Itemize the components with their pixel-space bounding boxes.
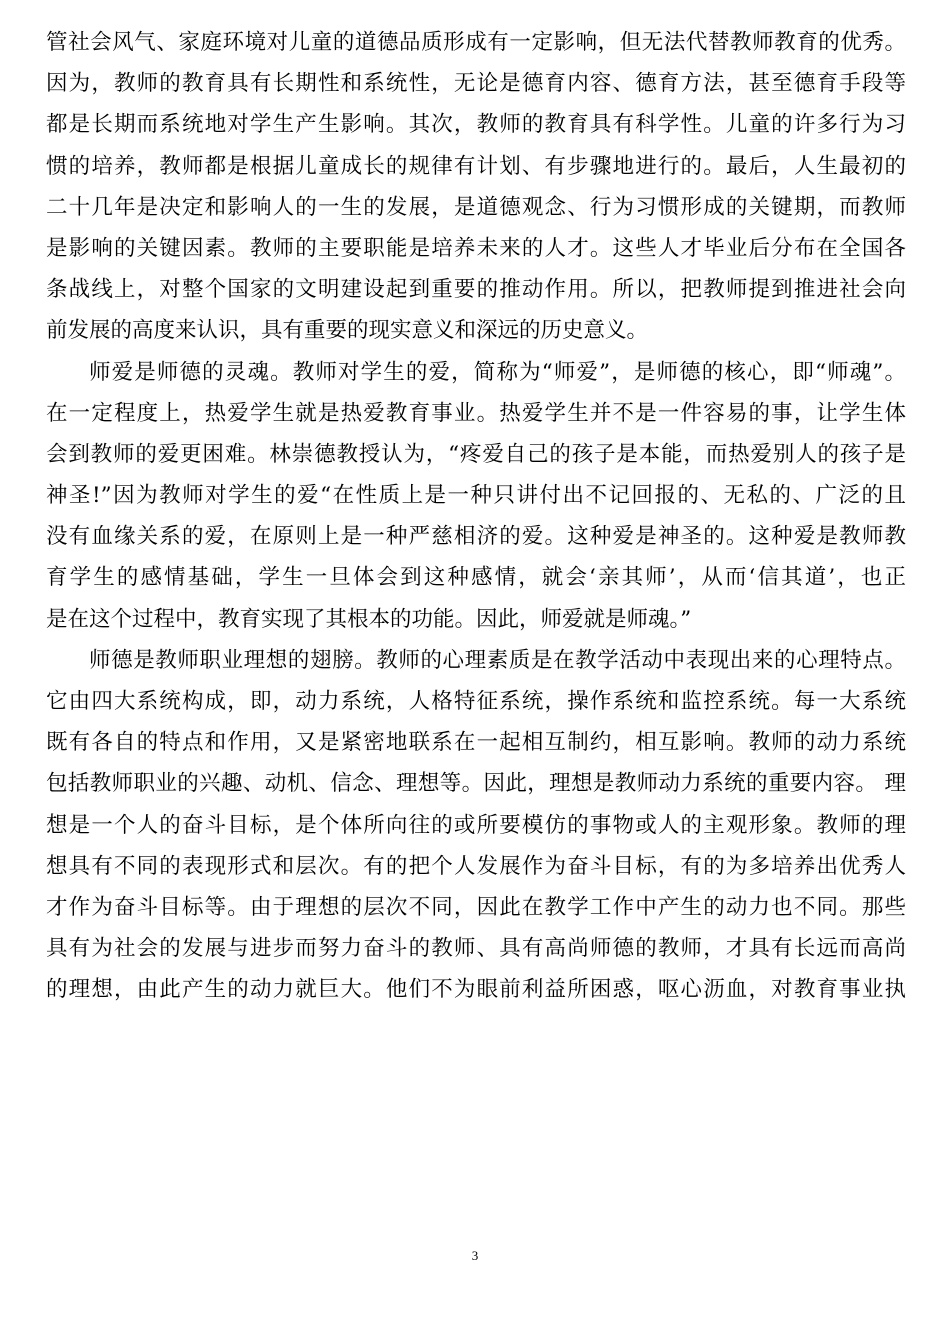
text-line: 因为，教师的教育具有长期性和系统性，无论是德育内容、德育方法，甚至德育手段等 xyxy=(46,71,906,97)
text-line: 是影响的关键因素。教师的主要职能是培养未来的人才。这些人才毕业后分布在全国各 xyxy=(46,235,906,261)
text-line: 条战线上，对整个国家的文明建设起到重要的推动作用。所以，把教师提到推进社会向 xyxy=(46,277,906,303)
body-text xyxy=(46,22,906,1011)
paragraph-start-line: 师德是教师职业理想的翅膀。教师的心理素质是在教学活动中表现出来的心理特点。 xyxy=(89,647,906,673)
text-line: 想具有不同的表现形式和层次。有的把个人发展作为奋斗目标，有的为多培养出优秀人 xyxy=(46,853,906,879)
paragraph-start-line: 师爱是师德的灵魂。教师对学生的爱，简称为“师爱”，是师德的核心，即“师魂”。 xyxy=(89,359,906,385)
text-line: 惯的培养，教师都是根据儿童成长的规律有计划、有步骤地进行的。最后，人生最初的 xyxy=(46,153,906,179)
text-line: 是在这个过程中，教育实现了其根本的功能。因此，师爱就是师魂。” xyxy=(46,606,692,632)
text-line: 想是一个人的奋斗目标，是个体所向往的或所要模仿的事物或人的主观形象。教师的理 xyxy=(46,812,906,838)
text-line: 才作为奋斗目标等。由于理想的层次不同，因此在教学工作中产生的动力也不同。那些 xyxy=(46,894,906,920)
text-line: 的理想，由此产生的动力就巨大。他们不为眼前利益所困惑，呕心沥血，对教育事业执 xyxy=(46,977,906,1003)
text-line: 没有血缘关系的爱，在原则上是一种严慈相济的爱。这种爱是神圣的。这种爱是教师教 xyxy=(46,524,906,550)
text-line: 包括教师职业的兴趣、动机、信念、理想等。因此，理想是教师动力系统的重要内容。 理 xyxy=(46,771,906,797)
text-line: 育学生的感情基础，学生一旦体会到这种感情，就会‘亲其师’，从而‘信其道’，也正 xyxy=(46,565,906,591)
text-line: 既有各自的特点和作用，又是紧密地联系在一起相互制约，相互影响。教师的动力系统 xyxy=(46,730,906,756)
text-line: 都是长期而系统地对学生产生影响。其次，教师的教育具有科学性。儿童的许多行为习 xyxy=(46,112,906,138)
text-line: 会到教师的爱更困难。林崇德教授认为，“疼爱自己的孩子是本能，而热爱别人的孩子是 xyxy=(46,441,906,467)
text-line: 它由四大系统构成，即，动力系统，人格特征系统，操作系统和监控系统。每一大系统 xyxy=(46,689,906,714)
text-line: 神圣!”因为教师对学生的爱“在性质上是一种只讲付出不记回报的、无私的、广泛的且 xyxy=(46,483,906,509)
text-line: 二十几年是决定和影响人的一生的发展，是道德观念、行为习惯形成的关键期，而教师 xyxy=(46,194,906,220)
text-line: 管社会风气、家庭环境对儿童的道德品质形成有一定影响，但无法代替教师教育的优秀。 xyxy=(46,30,906,55)
page-number: 3 xyxy=(471,1248,479,1263)
text-line: 前发展的高度来认识，具有重要的现实意义和深远的历史意义。 xyxy=(46,318,649,344)
text-line: 具有为社会的发展与进步而努力奋斗的教师、具有高尚师德的教师，才具有长远而高尚 xyxy=(46,936,906,962)
text-line: 在一定程度上，热爱学生就是热爱教育事业。热爱学生并不是一件容易的事，让学生体 xyxy=(46,400,906,426)
